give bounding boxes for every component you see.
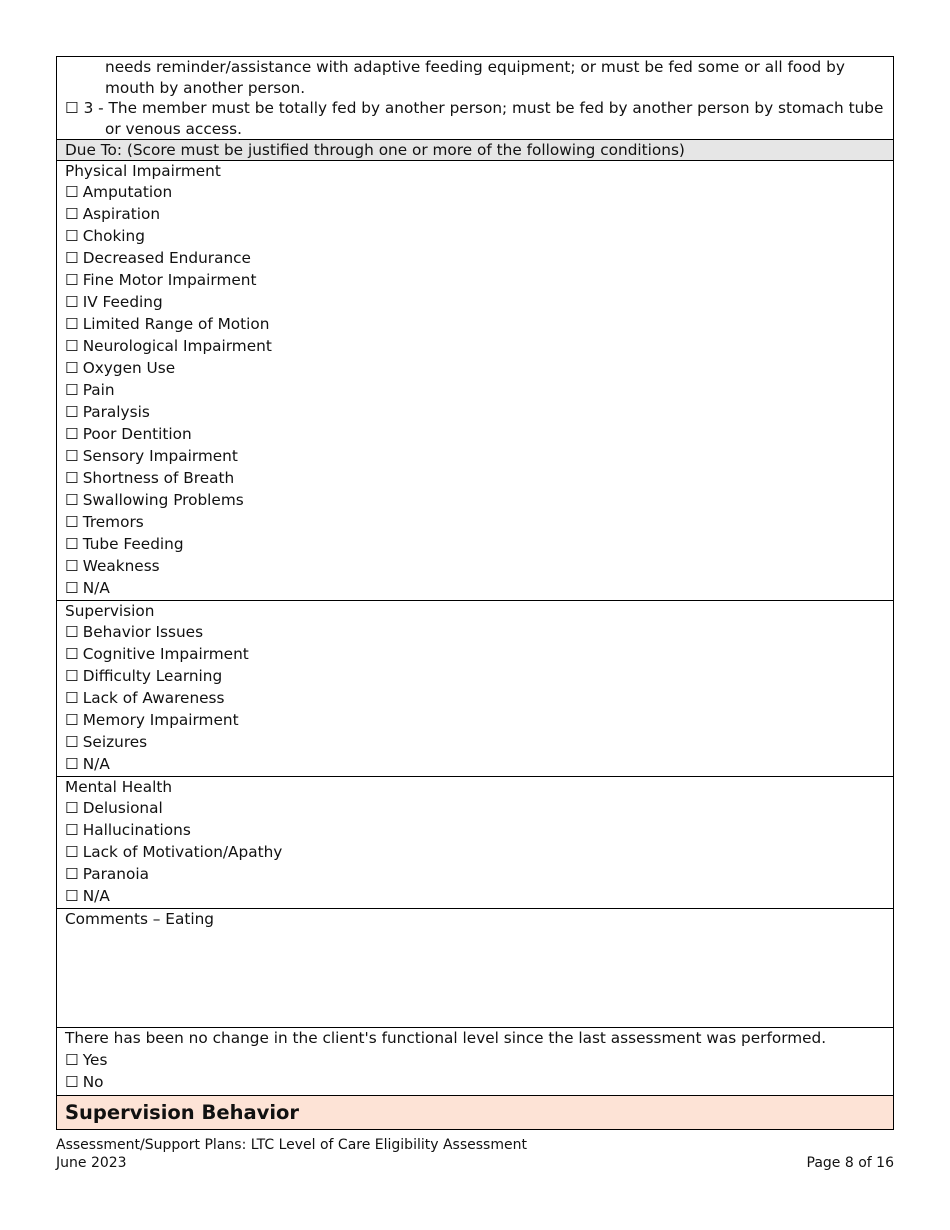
checkbox-option[interactable] <box>65 533 885 555</box>
checkbox-label: Tremors <box>82 513 144 531</box>
checkbox-option[interactable] <box>65 335 885 357</box>
checkbox-icon[interactable]: ☐ <box>65 491 79 509</box>
checkbox-option[interactable] <box>65 665 885 687</box>
checkbox-label: Delusional <box>82 799 163 817</box>
checkbox-icon[interactable]: ☐ <box>65 249 79 267</box>
section-title: Mental Health <box>65 778 173 796</box>
checkbox-label: Cognitive Impairment <box>82 645 249 663</box>
checkbox-icon[interactable]: ☐ <box>65 623 79 641</box>
checkbox-label: Hallucinations <box>82 821 191 839</box>
checkbox-label: Lack of Awareness <box>82 689 225 707</box>
supervision-list <box>65 621 885 775</box>
checkbox-label: Amputation <box>82 183 173 201</box>
checkbox-icon[interactable]: ☐ <box>65 1051 79 1069</box>
checkbox-icon[interactable]: ☐ <box>65 381 79 399</box>
checkbox-icon[interactable]: ☐ <box>65 645 79 663</box>
no-change-options <box>65 1049 885 1093</box>
checkbox-option[interactable] <box>65 423 885 445</box>
checkbox-option[interactable] <box>65 225 885 247</box>
checkbox-option[interactable] <box>65 885 885 907</box>
checkbox-label: Fine Motor Impairment <box>82 271 257 289</box>
checkbox-icon[interactable]: ☐ <box>65 535 79 553</box>
checkbox-label: Tube Feeding <box>82 535 184 553</box>
checkbox-icon[interactable]: ☐ <box>65 293 79 311</box>
checkbox-label: IV Feeding <box>82 293 163 311</box>
checkbox-option[interactable] <box>65 445 885 467</box>
checkbox-icon[interactable]: ☐ <box>65 425 79 443</box>
checkbox-label: Weakness <box>82 557 160 575</box>
no-change-question: There has been no change in the client's functional level since the last assessment was performed. <box>65 1029 827 1047</box>
checkbox-label: Swallowing Problems <box>82 491 244 509</box>
checkbox-label: Seizures <box>82 733 148 751</box>
checkbox-option[interactable] <box>65 489 885 511</box>
checkbox-icon[interactable]: ☐ <box>65 887 79 905</box>
checkbox-icon[interactable]: ☐ <box>65 337 79 355</box>
checkbox-icon[interactable]: ☐ <box>65 689 79 707</box>
checkbox-label: Aspiration <box>82 205 161 223</box>
supervision-behavior-banner: Supervision Behavior <box>57 1096 893 1129</box>
option-2-continuation: needs reminder/assistance with adaptive feeding equipment; or must be fed some or all food by mouth by another person. <box>105 58 845 97</box>
checkbox-option[interactable] <box>65 1071 885 1093</box>
checkbox-icon[interactable]: ☐ <box>65 733 79 751</box>
checkbox-option[interactable] <box>65 687 885 709</box>
checkbox-option[interactable] <box>65 247 885 269</box>
checkbox-label: Difficulty Learning <box>82 667 223 685</box>
checkbox-icon[interactable]: ☐ <box>65 183 79 201</box>
no-change-section <box>57 1028 893 1096</box>
checkbox-option[interactable] <box>65 511 885 533</box>
section-title: Physical Impairment <box>65 162 221 180</box>
checkbox-label: Limited Range of Motion <box>82 315 270 333</box>
checkbox-option[interactable] <box>65 841 885 863</box>
checkbox-label: No <box>82 1073 104 1091</box>
mental-health-list <box>65 797 885 907</box>
checkbox-option[interactable] <box>65 709 885 731</box>
checkbox-label: Decreased Endurance <box>82 249 251 267</box>
checkbox-icon[interactable]: ☐ <box>65 271 79 289</box>
checkbox-option[interactable] <box>65 379 885 401</box>
checkbox-icon[interactable]: ☐ <box>65 755 79 773</box>
checkbox-icon[interactable]: ☐ <box>65 557 79 575</box>
checkbox-option[interactable] <box>65 731 885 753</box>
checkbox-icon[interactable]: ☐ <box>65 227 79 245</box>
checkbox-label: Poor Dentition <box>82 425 192 443</box>
checkbox-label: N/A <box>82 579 110 597</box>
checkbox-option[interactable] <box>65 819 885 841</box>
checkbox-icon[interactable]: ☐ <box>65 469 79 487</box>
eating-assessment-form <box>56 56 894 1130</box>
checkbox-label: N/A <box>82 755 110 773</box>
checkbox-label: Behavior Issues <box>82 623 204 641</box>
checkbox-label: Choking <box>82 227 145 245</box>
checkbox-option[interactable] <box>65 643 885 665</box>
checkbox-option[interactable] <box>65 269 885 291</box>
checkbox-icon[interactable]: ☐ <box>65 579 79 597</box>
physical-impairment-list <box>65 181 885 599</box>
checkbox-option[interactable] <box>65 467 885 489</box>
checkbox-option[interactable] <box>65 203 885 225</box>
checkbox-option[interactable] <box>65 313 885 335</box>
checkbox-icon[interactable]: ☐ <box>65 359 79 377</box>
footer-page-number: Page 8 of 16 <box>806 1155 894 1171</box>
checkbox-option[interactable] <box>65 181 885 203</box>
checkbox-option[interactable] <box>65 577 885 599</box>
checkbox-icon[interactable]: ☐ <box>65 799 79 817</box>
footer-doc-title: Assessment/Support Plans: LTC Level of Care Eligibility Assessment <box>56 1137 527 1153</box>
checkbox-icon[interactable]: ☐ <box>65 1073 79 1091</box>
checkbox-label: Memory Impairment <box>82 711 239 729</box>
checkbox-icon[interactable]: ☐ <box>65 315 79 333</box>
checkbox-option[interactable] <box>65 753 885 775</box>
checkbox-option[interactable] <box>65 863 885 885</box>
checkbox-label: Oxygen Use <box>82 359 176 377</box>
checkbox-label: Shortness of Breath <box>82 469 235 487</box>
checkbox-label: Pain <box>82 381 115 399</box>
checkbox-label: N/A <box>82 887 110 905</box>
checkbox-label: Sensory Impairment <box>82 447 238 465</box>
checkbox-icon[interactable]: ☐ <box>65 843 79 861</box>
section-title: Supervision <box>65 602 155 620</box>
scoring-options-cell <box>57 57 893 140</box>
checkbox-label: Lack of Motivation/Apathy <box>82 843 283 861</box>
checkbox-option[interactable] <box>65 357 885 379</box>
comments-eating-field[interactable] <box>57 909 893 1028</box>
checkbox-icon[interactable]: ☐ <box>65 205 79 223</box>
checkbox-icon[interactable]: ☐ <box>65 513 79 531</box>
checkbox-option[interactable] <box>65 291 885 313</box>
checkbox-option[interactable] <box>65 401 885 423</box>
checkbox-icon[interactable]: ☐ <box>65 447 79 465</box>
physical-impairment-section <box>57 161 893 601</box>
mental-health-section <box>57 777 893 909</box>
checkbox-icon[interactable]: ☐ <box>65 865 79 883</box>
checkbox-label: Yes <box>82 1051 108 1069</box>
checkbox-icon[interactable]: ☐ <box>65 403 79 421</box>
due-to-header: Due To: (Score must be justified through one or more of the following conditions) <box>57 140 893 161</box>
checkbox-option[interactable] <box>65 555 885 577</box>
checkbox-label: Paranoia <box>82 865 149 883</box>
comments-label: Comments – Eating <box>65 910 214 928</box>
checkbox-option[interactable] <box>65 1049 885 1071</box>
checkbox-icon[interactable]: ☐ <box>65 667 79 685</box>
checkbox-option[interactable] <box>65 621 885 643</box>
page-footer <box>56 1136 894 1172</box>
checkbox-icon[interactable]: ☐ <box>65 821 79 839</box>
option-3-score[interactable]: ☐ 3 - The member must be totally fed by another person; must be fed by another person by stomach tube or venous access. <box>65 99 884 138</box>
checkbox-option[interactable] <box>65 797 885 819</box>
checkbox-label: Paralysis <box>82 403 150 421</box>
checkbox-label: Neurological Impairment <box>82 337 272 355</box>
checkbox-icon[interactable]: ☐ <box>65 711 79 729</box>
supervision-section <box>57 601 893 777</box>
footer-date: June 2023 <box>56 1155 127 1171</box>
